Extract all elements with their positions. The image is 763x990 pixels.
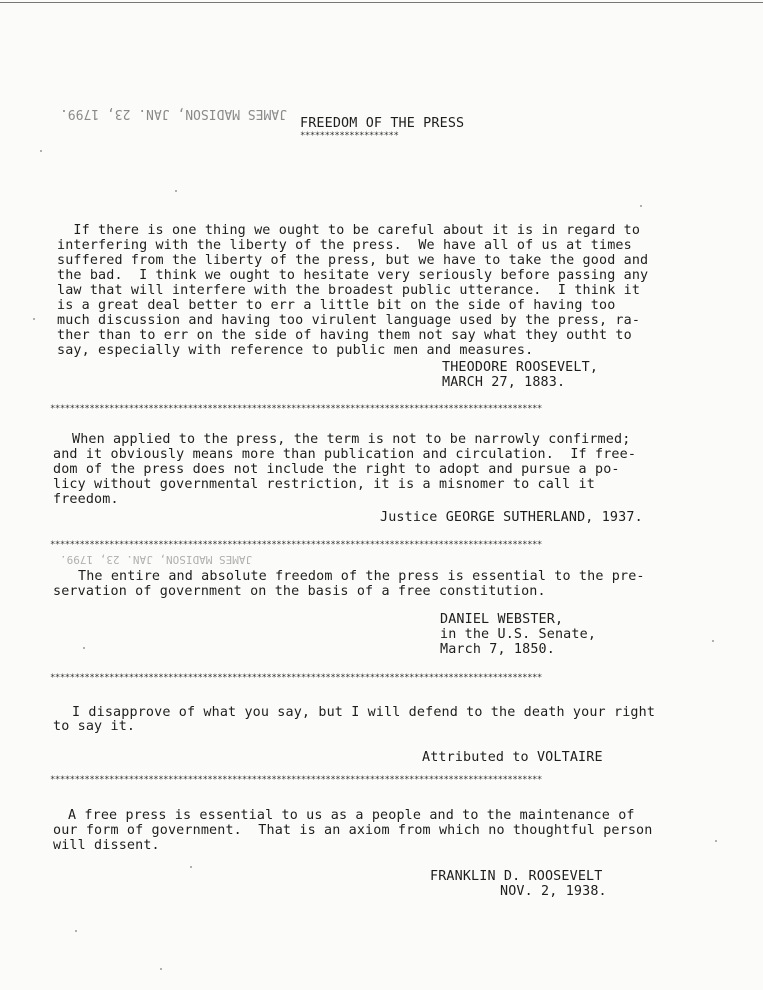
separator-line: **************************************************************************************************** — [50, 775, 542, 785]
attribution-line: THEODORE ROOSEVELT, — [442, 360, 599, 375]
quote-line: freedom. — [53, 492, 119, 507]
bleed-through-text: JAMES MADISON, JAN. 23, 1799. — [60, 553, 253, 566]
quote-line: licy without governmental restriction, it is a misnomer to call it — [53, 477, 595, 492]
attribution-line: NOV. 2, 1938. — [500, 884, 607, 899]
quote-line: I disapprove of what you say, but I will defend to the death your right — [72, 705, 656, 720]
separator-line: **************************************************************************************************** — [50, 673, 542, 683]
attribution-line: Justice GEORGE SUTHERLAND, 1937. — [380, 510, 643, 525]
attribution-line: MARCH 27, 1883. — [442, 375, 566, 390]
quote-line: and it obviously means more than publication and circulation. If free- — [53, 447, 637, 462]
top-edge-line — [0, 2, 763, 3]
separator-line: **************************************************************************************************** — [50, 404, 542, 414]
paper-speck — [175, 190, 177, 192]
paper-speck — [715, 840, 717, 842]
bleed-through-text: JAMES MADISON, JAN. 23, 1799. — [60, 106, 287, 121]
paper-speck — [160, 968, 162, 970]
quote-line: The entire and absolute freedom of the press is essential to the pre- — [78, 569, 645, 584]
paper-speck — [190, 866, 192, 868]
quote-line: servation of government on the basis of a free constitution. — [53, 584, 546, 599]
quote-line: to say it. — [53, 719, 136, 734]
page-title: FREEDOM OF THE PRESS — [300, 116, 465, 131]
quote-line: the bad. I think we ought to hesitate very seriously before passing any — [57, 268, 649, 283]
quote-line: dom of the press does not include the right to adopt and pursue a po- — [53, 462, 620, 477]
paper-speck — [33, 318, 35, 320]
quote-line: is a great deal better to err a little bit on the side of having too — [57, 298, 616, 313]
quote-line: our form of government. That is an axiom from which no thoughtful person — [53, 823, 653, 838]
paper-speck — [75, 930, 77, 932]
quote-line: will dissent. — [53, 838, 160, 853]
quote-line: suffered from the liberty of the press, but we have to take the good and — [57, 253, 649, 268]
attribution-line: March 7, 1850. — [440, 642, 555, 657]
attribution-line: FRANKLIN D. ROOSEVELT — [430, 869, 603, 884]
paper-speck — [640, 205, 642, 207]
paper-speck — [40, 150, 42, 152]
quote-line: much discussion and having too virulent language used by the press, ra- — [57, 313, 641, 328]
quote-line: If there is one thing we ought to be careful about it is in regard to — [57, 223, 641, 238]
title-underline: ******************** — [300, 131, 399, 141]
separator-line: **************************************************************************************************** — [50, 540, 542, 550]
paper-speck — [83, 647, 85, 649]
attribution-line: Attributed to VOLTAIRE — [422, 750, 603, 765]
quote-line: A free press is essential to us as a people and to the maintenance of — [68, 808, 635, 823]
quote-line: When applied to the press, the term is not to be narrowly confirmed; — [72, 432, 631, 447]
quote-line: interfering with the liberty of the press. We have all of us at times — [57, 238, 632, 253]
attribution-line: in the U.S. Senate, — [440, 627, 597, 642]
quote-line: ther than to err on the side of having them not say what they outht to — [57, 328, 632, 343]
quote-line: say, especially with reference to public men and measures. — [57, 343, 534, 358]
quote-line: law that will interfere with the broadest public utterance. I think it — [57, 283, 641, 298]
attribution-line: DANIEL WEBSTER, — [440, 612, 564, 627]
paper-speck — [712, 640, 714, 642]
